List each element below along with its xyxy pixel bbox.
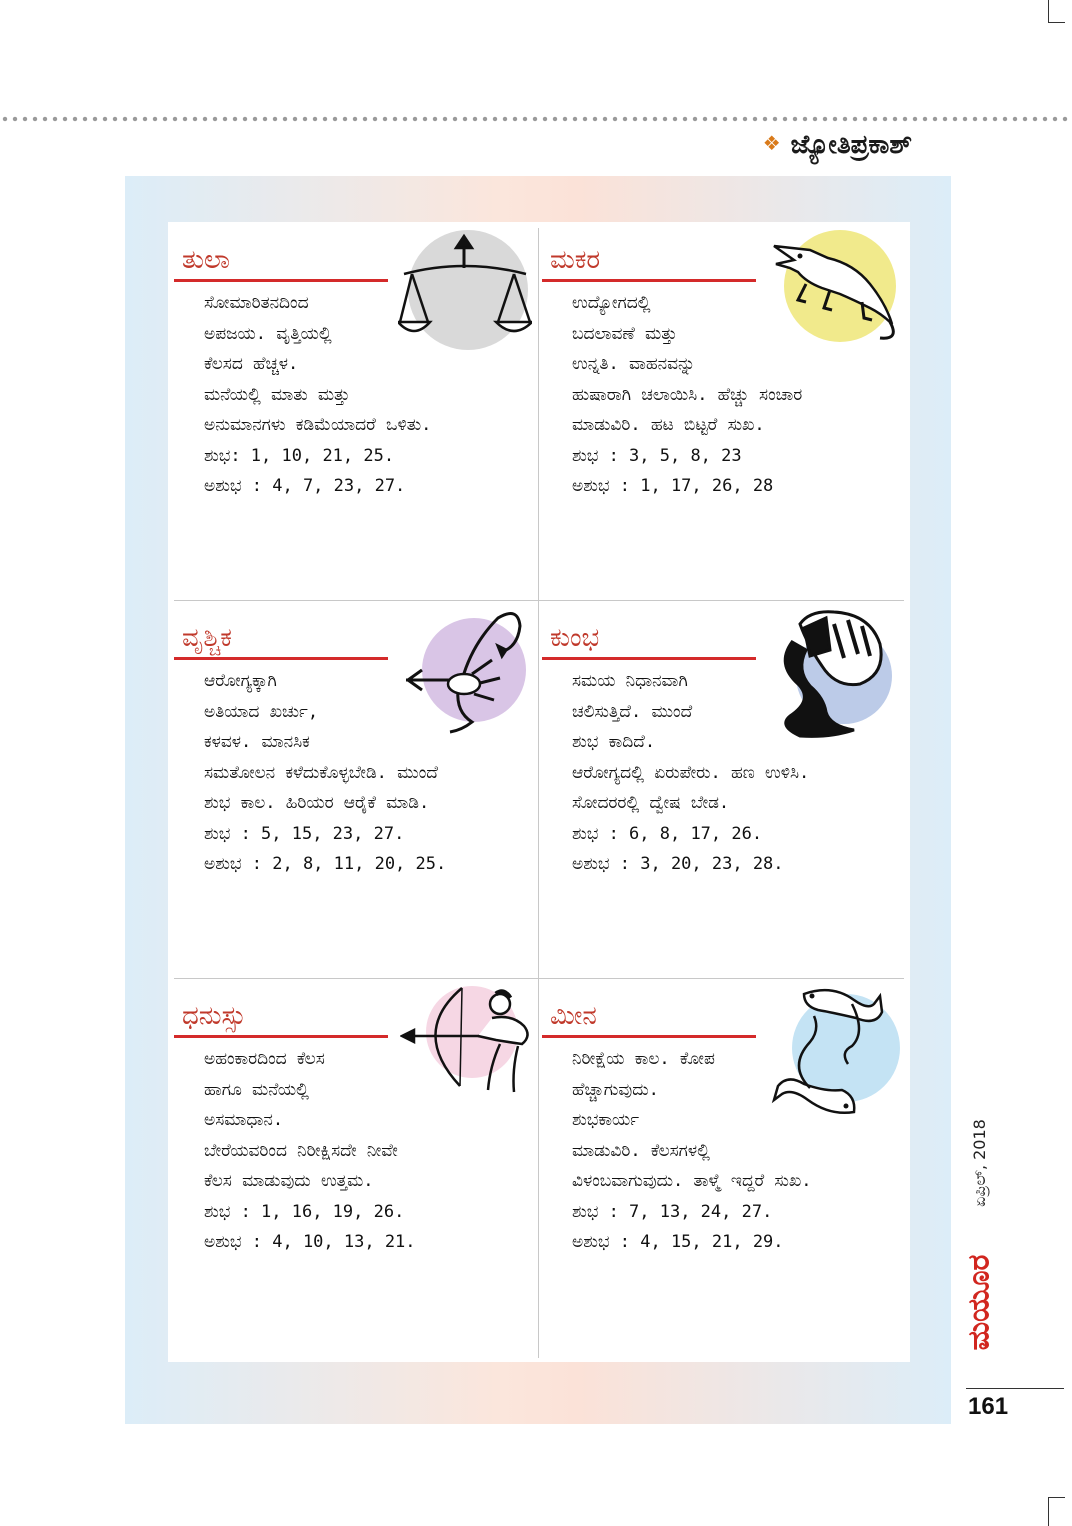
prediction-line: ಅಹಂಕಾರದಿಂದ ಕೆಲಸ xyxy=(204,1049,325,1069)
lucky-dates: ಶುಭ: 1, 10, 21, 25. xyxy=(204,445,395,466)
prediction-line: ಅಸಮಾಧಾನ. xyxy=(204,1110,284,1130)
title-underline xyxy=(542,1035,756,1038)
unlucky-dates: ಅಶುಭ : 1, 17, 26, 28 xyxy=(572,476,774,496)
crop-mark-top xyxy=(1048,0,1065,23)
sagittarius-archer-icon xyxy=(400,982,534,1094)
section-title xyxy=(763,130,912,161)
sign-title: ಕುಂಭ xyxy=(550,623,600,653)
sign-title: ತುಲಾ xyxy=(182,245,231,275)
page-number: 161 xyxy=(968,1393,1009,1420)
lucky-dates: ಶುಭ : 3, 5, 8, 23 xyxy=(572,445,742,466)
libra-scales-icon xyxy=(398,228,532,352)
lucky-dates: ಶುಭ : 1, 16, 19, 26. xyxy=(204,1201,405,1222)
prediction-line: ಹಾಗೂ ಮನೆಯಲ್ಲಿ xyxy=(204,1079,309,1100)
column-divider xyxy=(538,228,539,1358)
unlucky-dates: ಅಶುಭ : 4, 7, 23, 27. xyxy=(204,476,406,496)
section-title-text: ಜ್ಯೋತಿಪ್ರಕಾಶ್ xyxy=(790,130,912,160)
prediction-line: ಹೆಚ್ಚಾಗುವುದು. xyxy=(572,1079,659,1100)
sign-title: ಮೀನ xyxy=(550,1001,597,1031)
prediction-line: ಅನುಮಾನಗಳು ಕಡಿಮೆಯಾದರೆ ಒಳಿತು. xyxy=(204,415,432,435)
prediction-line: ಶುಭಕಾರ್ಯ xyxy=(572,1110,639,1130)
row-divider-2 xyxy=(174,978,904,979)
unlucky-dates: ಅಶುಭ : 2, 8, 11, 20, 25. xyxy=(204,854,447,874)
lucky-dates: ಶುಭ : 6, 8, 17, 26. xyxy=(572,823,763,844)
title-underline xyxy=(174,1035,388,1038)
prediction-line: ಬದಲಾವಣೆ ಮತ್ತು xyxy=(572,323,678,344)
prediction-line: ಕೆಲಸ ಮಾಡುವುದು ಉತ್ತಮ. xyxy=(204,1171,374,1191)
prediction-line: ಶುಭ ಕಾಲ. ಹಿರಿಯರ ಆರೈಕೆ ಮಾಡಿ. xyxy=(204,793,430,813)
prediction-line: ಅತಿಯಾದ ಖರ್ಚು, xyxy=(204,701,319,722)
prediction-line: ಉನ್ನತಿ. ವಾಹನವನ್ನು xyxy=(572,354,696,374)
prediction-line: ಮಾಡುವಿರಿ. ಕೆಲಸಗಳಲ್ಲಿ xyxy=(572,1140,710,1161)
sign-title: ಮಕರ xyxy=(550,245,601,275)
unlucky-dates: ಅಶುಭ : 4, 15, 21, 29. xyxy=(572,1232,784,1252)
title-underline xyxy=(542,279,756,282)
prediction-line: ನಿರೀಕ್ಷೆಯ ಕಾಲ. ಕೋಪ xyxy=(572,1049,715,1069)
aquarius-water-jar-icon xyxy=(770,604,894,740)
row-divider-1 xyxy=(174,600,904,601)
lucky-dates: ಶುಭ : 5, 15, 23, 27. xyxy=(204,823,405,844)
prediction-line: ಶುಭ ಕಾದಿದೆ. xyxy=(572,732,656,752)
page-number-rule xyxy=(966,1388,1064,1389)
prediction-line: ಚಲಿಸುತ್ತಿದೆ. ಮುಂದೆ xyxy=(572,701,693,722)
prediction-line: ಅಪಜಯ. ವೃತ್ತಿಯಲ್ಲಿ xyxy=(204,323,332,344)
dotted-header-rule xyxy=(0,116,1072,122)
prediction-line: ಮಾಡುವಿರಿ. ಹಟ ಬಿಟ್ಟರೆ ಸುಖ. xyxy=(572,415,765,435)
issue-date: ಏಪ್ರಿಲ್, 2018 xyxy=(970,1119,989,1207)
prediction-line: ಸೋದರರಲ್ಲಿ ದ್ವೇಷ ಬೇಡ. xyxy=(572,793,730,813)
prediction-line: ಬೇರೆಯವರಿಂದ ನಿರೀಕ್ಷಿಸದೇ ನೀವೇ xyxy=(204,1140,398,1161)
pisces-fishes-icon xyxy=(770,982,904,1118)
prediction-line: ಉದ್ಯೋಗದಲ್ಲಿ xyxy=(572,293,651,313)
prediction-line: ಮನೆಯಲ್ಲಿ ಮಾತು ಮತ್ತು xyxy=(204,384,350,405)
magazine-logo: ಮಯೂರ xyxy=(961,1254,997,1351)
prediction-line: ಕೆಲಸದ ಹೆಚ್ಚಳ. xyxy=(204,354,299,374)
title-underline xyxy=(174,279,388,282)
prediction-line: ಕಳವಳ. ಮಾನಸಿಕ xyxy=(204,732,310,752)
sign-title: ಧನುಸ್ಸು xyxy=(182,1001,247,1031)
title-underline xyxy=(542,657,756,660)
prediction-line: ಆರೋಗ್ಯಕ್ಕಾಗಿ xyxy=(204,671,277,691)
sign-title: ವೃಶ್ಚಿಕ xyxy=(182,623,232,653)
scorpio-scorpion-icon xyxy=(402,604,530,740)
prediction-line: ಹುಷಾರಾಗಿ ಚಲಾಯಿಸಿ. ಹೆಚ್ಚು ಸಂಚಾರ xyxy=(572,384,803,405)
prediction-line: ಸೋಮಾರಿತನದಿಂದ xyxy=(204,293,309,313)
capricorn-crocodile-icon xyxy=(770,228,904,346)
prediction-line: ಸಮಯ ನಿಧಾನವಾಗಿ xyxy=(572,671,688,691)
diamond-bullet-icon: ❖ xyxy=(762,131,781,155)
icon-circle xyxy=(422,618,526,722)
prediction-line: ಆರೋಗ್ಯದಲ್ಲಿ ಏರುಪೇರು. ಹಣ ಉಳಿಸಿ. xyxy=(572,762,810,783)
prediction-line: ವಿಳಂಬವಾಗುವುದು. ತಾಳ್ಮೆ ಇದ್ದರೆ ಸುಖ. xyxy=(572,1171,812,1191)
title-underline xyxy=(174,657,388,660)
unlucky-dates: ಅಶುಭ : 3, 20, 23, 28. xyxy=(572,854,784,874)
unlucky-dates: ಅಶುಭ : 4, 10, 13, 21. xyxy=(204,1232,416,1252)
prediction-line: ಸಮತೋಲನ ಕಳೆದುಕೊಳ್ಳಬೇಡಿ. ಮುಂದೆ xyxy=(204,762,438,783)
crop-mark-bottom xyxy=(1048,1497,1065,1526)
lucky-dates: ಶುಭ : 7, 13, 24, 27. xyxy=(572,1201,773,1222)
